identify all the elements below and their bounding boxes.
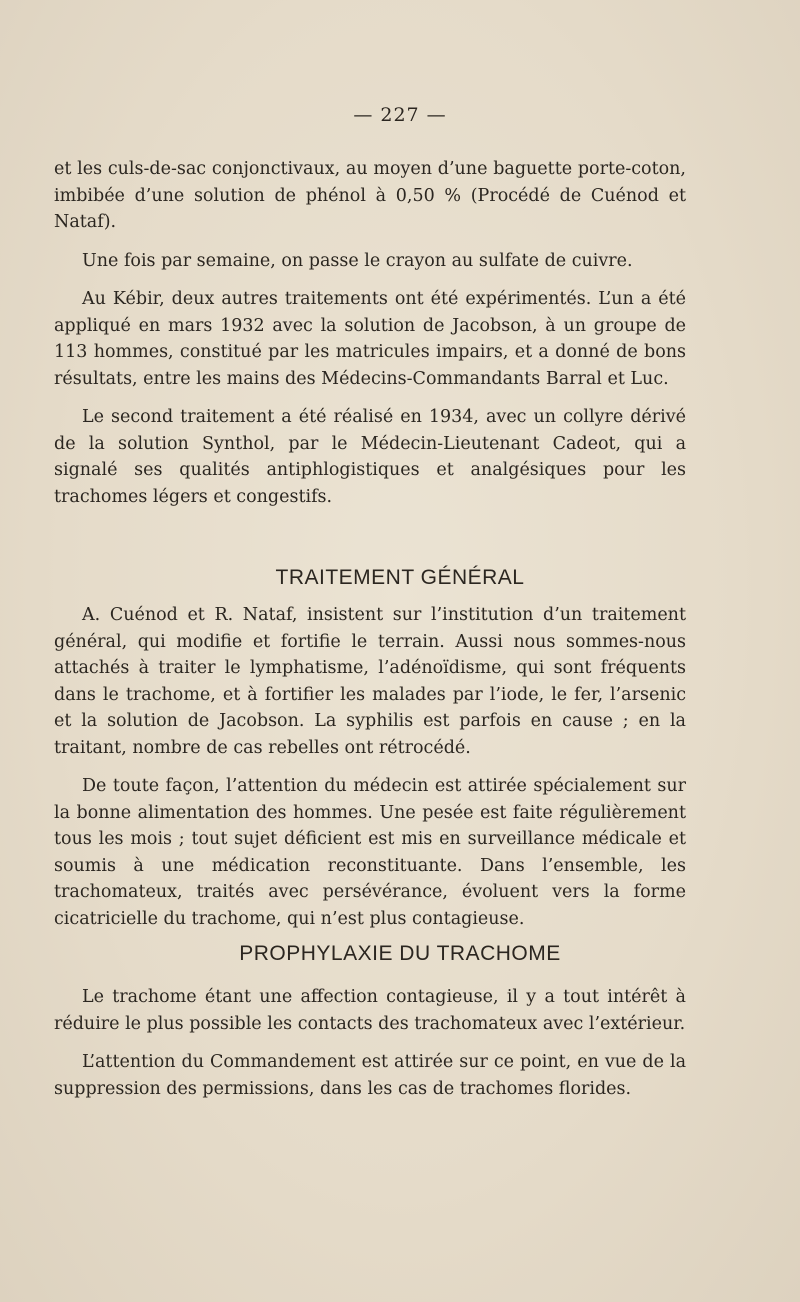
prophylaxie-section <box>54 984 686 1114</box>
paragraph: Le second traitement a été réalisé en 1934, avec un collyre dérivé de la solution Synthol, par le Médecin-Lieutenant Cadeot, qui a signalé ses qualités antiphlogistiques et analgésiques pour les trachomes légers et congestifs. <box>54 407 686 507</box>
paragraph: De toute façon, l’attention du médecin est attirée spécialement sur la bonne alimentation des hommes. Une pesée est faite régulièrement tous les mois ; tout sujet déficient est mis en surveillance médicale et soumis à une médication reconstituante. Dans l’ensemble, les trachomateux, traités avec persévérance, évoluent vers la forme cicatricielle du trachome, qui n’est plus contagieuse. <box>54 776 686 929</box>
paragraph: L’attention du Commandement est attirée sur ce point, en vue de la suppression des permissions, dans les cas de trachomes florides. <box>54 1052 686 1099</box>
paragraph: et les culs-de-sac conjonctivaux, au moyen d’une baguette porte-coton, imbibée d’une solution de phénol à 0,50 % (Procédé de Cuénod et Nataf). <box>54 159 686 232</box>
paragraph: A. Cuénod et R. Nataf, insistent sur l’institution d’un traitement général, qui modifie et fortifie le terrain. Aussi nous sommes-nous attachés à traiter le lymphatisme, l’adénoïdisme, qui sont fréquents dans le trachome, et à fortifier les malades par l’iode, le fer, l’arsenic et la solution de Jacobson. La syphilis est parfois en cause ; en la traitant, nombre de cas rebelles ont rétrocédé. <box>54 605 686 758</box>
page-number: — 227 — <box>353 104 447 126</box>
paragraph: Le trachome étant une affection contagieuse, il y a tout intérêt à réduire le plus possible les contacts des trachomateux avec l’extérieur. <box>54 987 686 1034</box>
intro-section <box>54 156 686 522</box>
section-heading-traitement-general: TRAITEMENT GÉNÉRAL <box>275 566 525 589</box>
general-section <box>54 602 686 944</box>
section-heading-prophylaxie: PROPHYLAXIE DU TRACHOME <box>239 942 561 965</box>
paragraph: Au Kébir, deux autres traitements ont été expérimentés. L’un a été appliqué en mars 1932 avec la solution de Jacobson, à un groupe de 113 hommes, constitué par les matricules impairs, et a donné de bons résultats, entre les mains des Médecins-Commandants Barral et Luc. <box>54 289 686 389</box>
paragraph: Une fois par semaine, on passe le crayon au sulfate de cuivre. <box>82 250 633 271</box>
